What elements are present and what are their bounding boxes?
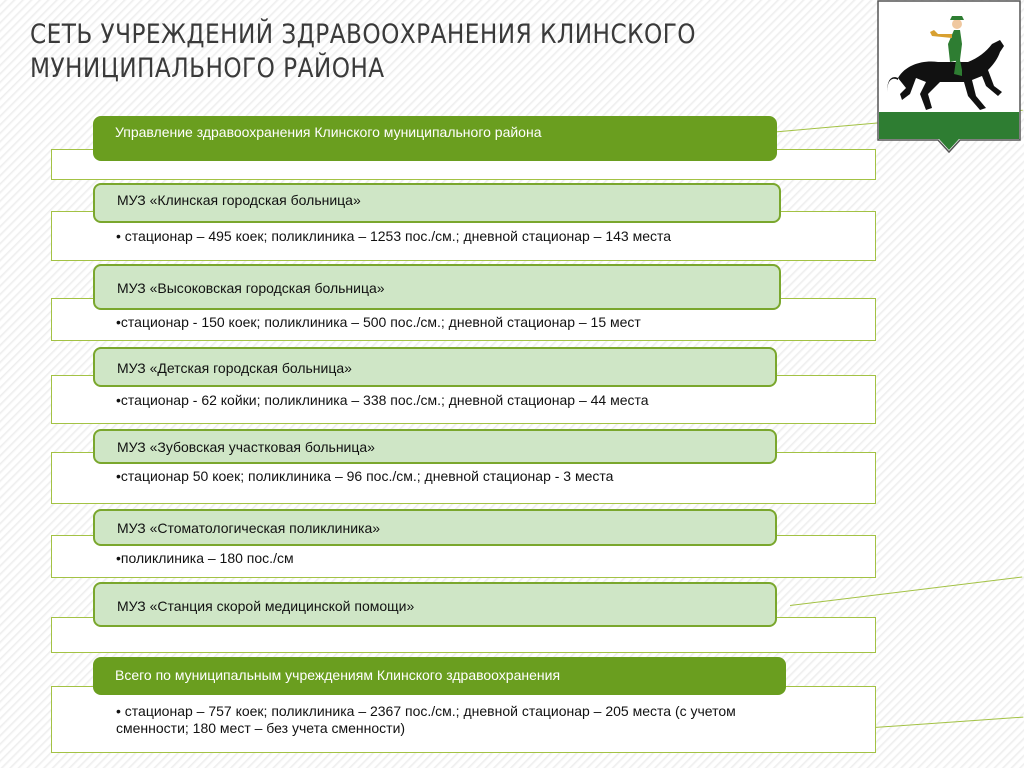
institution-details-text: • стационар – 495 коек; поликлиника – 1253 пос./см.; дневной стационар – 143 места <box>116 228 672 244</box>
institution-header-label: МУЗ «Зубовская участковая больница» <box>117 439 375 455</box>
institution-details-text: •стационар - 150 коек; поликлиника – 500 пос./см.; дневной стационар – 15 мест <box>116 314 641 330</box>
institution-header-label: МУЗ «Детская городская больница» <box>117 360 352 376</box>
institution-header <box>93 264 781 310</box>
institution-header <box>93 429 777 464</box>
institution-header-label: Всего по муниципальным учреждениям Клинского здравоохранения <box>115 667 561 683</box>
institution-details-text: • стационар – 757 коек; поликлиника – 2367 пос./см.; дневной стационар – 205 места (с учетом сменности; 180 мест – без учета сменности) <box>116 703 736 736</box>
institution-header-label: МУЗ «Станция скорой медицинской помощи» <box>117 598 415 614</box>
page-title <box>30 18 718 86</box>
decorative-line <box>790 576 1022 606</box>
institution-details-box <box>51 686 876 753</box>
institution-header-label: МУЗ «Высоковская городская больница» <box>117 280 385 296</box>
institution-header <box>93 509 777 546</box>
institution-details-text: •стационар - 62 койки; поликлиника – 338 пос./см.; дневной стационар – 44 места <box>116 392 649 408</box>
institution-details-text: •поликлиника – 180 пос./см <box>116 550 294 566</box>
institution-header-label: Управление здравоохранения Клинского муниципального района <box>115 124 542 140</box>
institution-header <box>93 657 786 695</box>
coat-of-arms-icon <box>876 0 1022 154</box>
institution-header-label: МУЗ «Клинская городская больница» <box>117 192 361 208</box>
institution-header <box>93 183 781 223</box>
institution-header <box>93 347 777 387</box>
institution-header-label: МУЗ «Стоматологическая поликлиника» <box>117 520 381 536</box>
institution-header <box>93 582 777 627</box>
page-title-line-2: МУНИЦИПАЛЬНОГО РАЙОНА <box>30 53 385 84</box>
page-title-line-1: СЕТЬ УЧРЕЖДЕНИЙ ЗДРАВООХРАНЕНИЯ КЛИНСКОГО <box>30 19 697 50</box>
institution-header <box>93 116 777 161</box>
institution-details-text: •стационар 50 коек; поликлиника – 96 пос./см.; дневной стационар - 3 места <box>116 468 614 484</box>
